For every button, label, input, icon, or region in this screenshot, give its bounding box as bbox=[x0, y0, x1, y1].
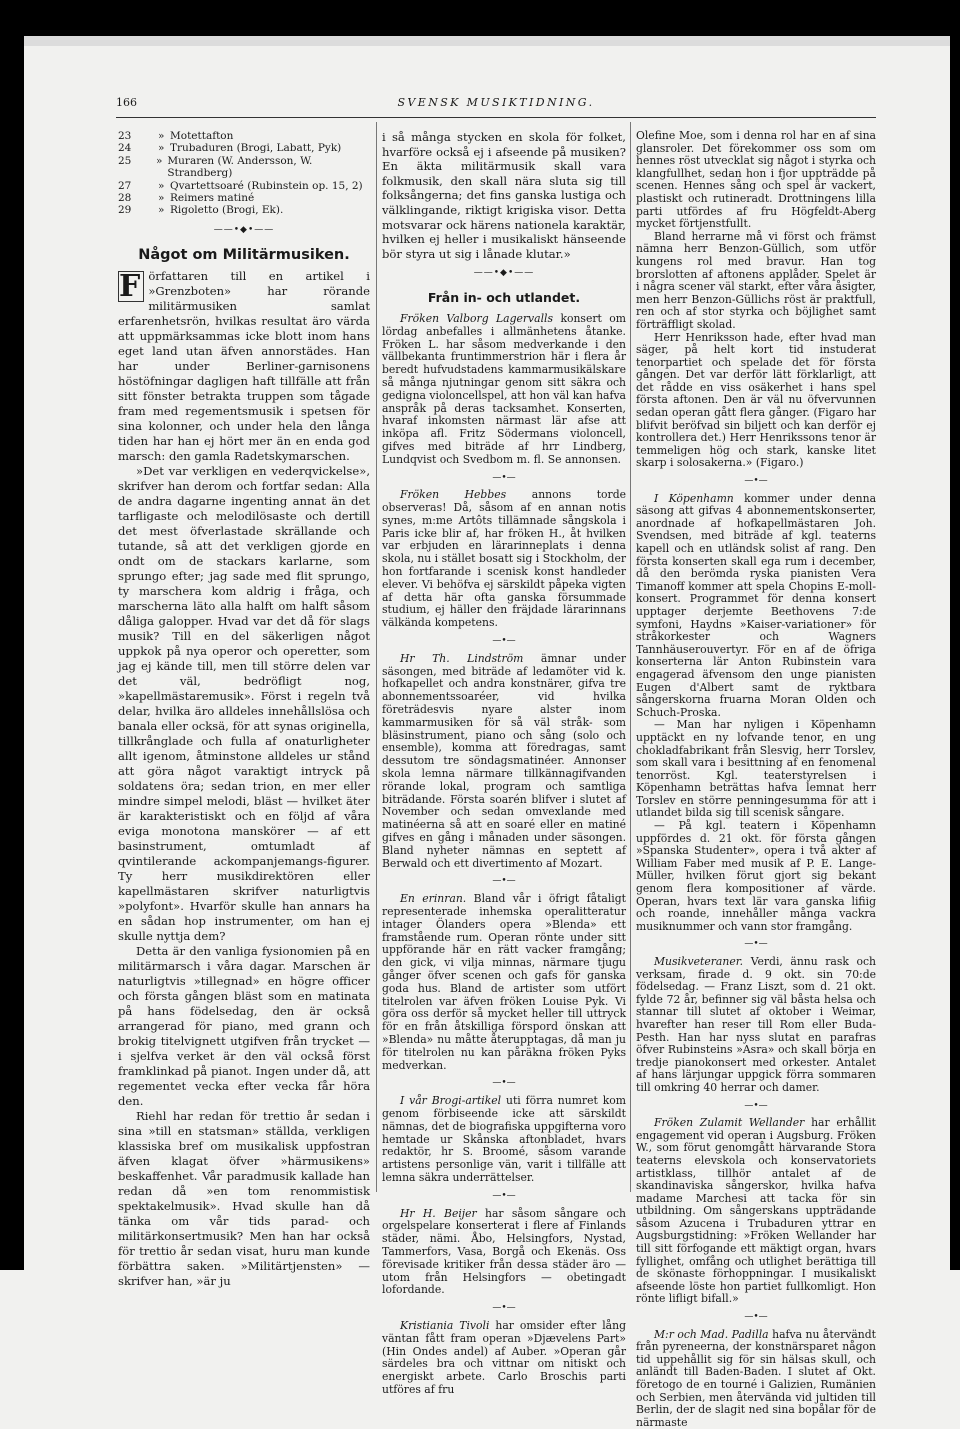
item-separator: —•— bbox=[744, 1312, 768, 1323]
news-item: En erinran. Bland vår i öfrigt fåtaligt representerade inhemska operalitteratur intager Ölanders opera »Blenda» ett framstående rum. Operan rönte under sitt uppförande här en rätt vacker framgång; den gick, vi vilja minnas, närmare tjugu gånger öfver scenen och gafs för ganska goda hus. Bland de artister som utfört titelrolen var äfven fröken Louise Pyk. Vi göra oss derför så mycket heller till uttryck för en från åtskilliga förspord önskan att »Blenda» nu måtte återupptagas, då man ju för titelrolen nu kan påräkna fröken Pyks medverkan. bbox=[382, 892, 626, 1072]
news-item: — Man har nyligen i Köpenhamn upptäckt en ny lofvande tenor, en ung chokladfabrikant från Slesvig, herr Torslev, som skall vara i besittning af en fenomenal tenorröst. Kgl. teaterstyrelsen i Köpenhamn beträttas hafva lemnat herr Torslev en större penningesumma för att i utlandet bilda sig till scenisk sångare. bbox=[636, 718, 876, 820]
page-header bbox=[116, 96, 876, 116]
news-item: — På kgl. teatern i Köpenhamn uppfördes d. 21 okt. för första gången »Spanska Studenter», opera i två akter af William Faber med musik af P. E. Lange-Müller, hvilken förut gjort sig bekant genom flera kompositioner af värde. Operan, hvars text lär vara ganska lifiig och roande, innehåller många vackra musiknummer och vann stor framgång. bbox=[636, 819, 876, 933]
header-rule bbox=[116, 117, 876, 118]
section-title: Från in- och utlandet. bbox=[427, 290, 581, 306]
list-item: 24 » Trubaduren (Brogi, Labatt, Pyk) bbox=[118, 142, 342, 155]
scan-border-left bbox=[0, 0, 24, 1270]
list-item: 28 » Reimers matiné bbox=[118, 192, 255, 205]
item-separator: —•— bbox=[492, 1303, 516, 1314]
column-rule-2 bbox=[630, 122, 631, 1192]
news-item: M:r och Mad. Padilla hafva nu återvändt från pyreneerna, der konstnärsparet någon tid uppehållit sig för sin hälsas skull, och anländt till Baden-Baden. I slutet af Okt. företogo de en tourné i Galizien, Rumänien och Serbien, men återvända vid jultiden till Berlin, der de slagit ned sina bopålar för de närmaste bbox=[636, 1327, 876, 1429]
article-paragraph: Herr Henriksson hade, efter hvad man säger, på helt kort tid instuderat tenorpartiet och spelade det för första gången. Det var derför lätt förklarligt, att det rådde en viss osäkerhet i hans spel första aftonen. Den är väl nu öfvervunnen sedan operan gått flera gånger. (Figaro har blifvit beröfvad sin biljett och kan derför ej kontrollera det.) Herr Henrikssons tenor är temmeligen hög och stark, kanske litet skarp i solosakerna.» (Figaro.) bbox=[636, 330, 876, 470]
running-title: SVENSK MUSIKTIDNING. bbox=[397, 96, 595, 109]
page-number: 166 bbox=[116, 96, 137, 109]
item-separator: —•— bbox=[492, 876, 516, 887]
page-edge bbox=[24, 36, 950, 46]
column-2 bbox=[382, 130, 626, 1397]
news-item: Fröken Zulamit Wellander har erhållit engagement vid operan i Augsburg. Fröken W., som förut genomgått härvarande Stora teaterns elevskola och konservatoriets artistklass, tillhör antalet af de skandinaviska sångerskor, hvilka hafva madame Marchesi att tacka för sin utbildning. Om sångerskans uppträdande såsom Azucena i Trubaduren yttrar en Augsburgstidning: »Fröken Wellander har till sitt förfogande ett mäktigt organ, hvars fyllighet, omfång och utlighet berättiga till de skönaste förhoppningar. I musikaliskt afseende löste hon partiet fullkomligt. Hon rönte lifligt bifall.» bbox=[636, 1116, 877, 1306]
news-item: I Köpenhamn kommer under denna säsong att gifvas 4 abonnementskonserter, anordnade af hofkapellmästaren Joh. Svendsen, med biträde af kgl. teaterns kapell och en utländsk solist af rang. Den första konserten skall ega rum i december, då den berömda ryska pianisten Vera Timanoff kommer att spela Chopins E-moll-konsert. Programmet för denna konsert upptager derjemte Beethovens 7:de symfoni, Haydns »Kaiser-variationer» för stråkorkester och Wagners Tannhäuserouvertyr. För en af de öfriga konserterna lär Anton Rubinstein vara engagerad äfvensom den unge pianisten Eugen d'Albert samt de ryktbara sångerskorna fruarna Moran Olden och Schuch-Proska. bbox=[636, 491, 877, 719]
scan-border-top bbox=[0, 0, 960, 36]
column-rule-1 bbox=[376, 122, 377, 1192]
news-item: Hr H. Beijer har såsom sångare och orgelspelare konserterat i flere af Finlands städer, nämi. Åbo, Helsingfors, Nystad, Tammerfors, Vasa, Borgå och Ekenäs. Oss förevisade kritiker från dessa städer äro — utom från Helsingfors — obetingadt lofordande. bbox=[382, 1206, 626, 1297]
article-paragraph: Detta är den vanliga fysionomien på en militärmarsch i våra dagar. Marschen är naturligtvis »tillegnad» en högre officer och första gången bläst som en matinata på hans födelsedag, den är också arrangerad för piano, med grann och brokig titelvignett utgifven från trycket — i sjelfva verket är den väl också först framklinkad på pianot. Ingen under då, att regementet vecka efter vecka får höra den. bbox=[118, 943, 370, 1108]
news-item: I vår Brogi-artikel uti förra numret kom genom förbiseende icke att särskildt nämnas, det de biografiska uppgifterna voro hemtade ur Skånska aftonbladet, hvars redaktör, hr S. Broomé, såsom varande artistens personlige vän, varit i tillfälle att lemna säkra underrättelser. bbox=[382, 1094, 626, 1184]
item-separator: —•— bbox=[492, 472, 516, 483]
ornament-divider: ——•◆•—— bbox=[473, 268, 535, 279]
list-item: 27 » Qvartettsoaré (Rubinstein op. 15, 2) bbox=[118, 179, 363, 192]
scan-border-right bbox=[950, 0, 960, 1270]
article-title: Något om Militärmusiken. bbox=[138, 246, 350, 263]
item-separator: —•— bbox=[744, 476, 768, 487]
item-separator: —•— bbox=[492, 636, 516, 647]
item-separator: —•— bbox=[744, 1100, 768, 1111]
drop-cap: F bbox=[118, 271, 144, 302]
column-1 bbox=[118, 130, 370, 1289]
news-item: Kristiania Tivoli har omsider efter lång väntan fått fram operan »Djævelens Part» (Hin Ondes andel) af Auber. »Operan går särdeles bra och vittnar om nitiskt och energiskt arbete. Carlo Broschis parti utföres af fru bbox=[382, 1318, 626, 1396]
list-item: 25 » Muraren (W. Andersson, W. Strandberg) bbox=[118, 154, 313, 180]
article-paragraph: Bland herrarne må vi först och främst nämna herr Benzon-Güllich, som utför kungens rol med bravur. Han tog brorslotten af aftonens applåder. Spelet är i några scener väl starkt, efter våra åsigter, men herr Benzon-Güllichs röst är praktfull, ren och af stor styrka och böjlighet samt förträffligt skolad. bbox=[636, 229, 876, 331]
concert-list bbox=[118, 130, 370, 217]
ornament-divider: ——•◆•—— bbox=[213, 224, 275, 235]
article-paragraph: Olefine Moe, som i denna rol har en af sina glansroler. Det förekommer oss som om hennes röst utvecklat sig något i styrka och klangfullhet, sedan hon i fjor uppträdde på scenen. Hennes sång och spel är vackert, plastiskt och rutineradt. Drottningens lilla parti utfördes af fru Högfeldt-Aberg mycket förtjenstfullt. bbox=[636, 129, 876, 231]
news-item: Fröken Hebbes annons torde observeras! Då, såsom af en annan notis synes, m:me Artôts tillämnade sångskola i Paris icke blir af, har fröken H., åt hvilken var erbjuden en lärarinneplats i denna skola, nu i stället bosatt sig i Stockholm, der hon fortfarande i scenisk konst handleder elever. Vi behöfva ej särskildt påpeka vigten af detta här ofta ganska försummade studium, ej häller den fräjdade lärarinnans välkända kompetens. bbox=[382, 488, 627, 630]
article-paragraph: »Det var verkligen en vederqvickelse», skrifver han derom och fortfar sedan: Alla de andra dagarne ingenting annat än det tarfligaste och melodilösaste och dertill det mest öfverlastade skrällande och tutande, så att det verkligen gjorde en ondt om de stackars karlarne, som sprungo efter; jag sade med flit sprungo, ty marschera kom aldrig i fråga, och marscherna läto alla halft om halft såsom dåliga galopper. Hvad var det då för slags musik? Till en del säkerligen något uppkok på nya operor och operetter, som jag ej kände till, men till större delen var det väl, bedröfligt nog, »kapellmästaremusik». Först i regeln två delar, hvilka äro alldeles innehållslösa och banala eller ocksä, för att synas originella, tillkrånglade och fulla af onaturligheter allt igenom, åtminstone alldeles ur stånd att göra något varaktigt intryck på soldatens öra; sedan trion, en mer eller mindre simpel melodi, bläst — hvilket äter är karakteristiskt och en följd af våra eviga monotona manskörer — af ett basinstrument, omtumladt af qvintilerande ackompanjemangs-figurer. Ty herr musikdirektören eller kapellmästaren skrifver naturligtvis »polyfont». Hvarför skulle han annars ha en sådan hop instrumenter, om han ej skulle nyttja dem? bbox=[118, 463, 370, 943]
article-paragraph: Riehl har redan för trettio år sedan i sina »till en statsman» ställda, verkligen klassiska bref om musikalisk uppfostran äfven klagat öfver »härmusikens» beskaffenhet. Vår paradmusik kallade han redan då »en tom renommistisk spektakelmusik». Hvad skulle han då tänka om vår tids parad- och militärkonsertmusik? Men han har också för trettio år sedan visat, huru man kunde förbättra saken. »Militärtjensten» — skrifver han, »är ju bbox=[118, 1108, 370, 1288]
item-separator: —•— bbox=[744, 939, 768, 950]
item-separator: —•— bbox=[492, 1190, 516, 1201]
news-item: Fröken Valborg Lagervalls konsert om lördag anbefalles i allmänhetens åtanke. Fröken L. har såsom medverkande i den vällbekanta fruntimmerstrion här i flera år beredt hufvudstadens kammarmusikälskare så många njutningar genom sitt säkra och gedigna violoncellspel, att hon väl kan hafva anspråk på deras tacksamhet. Konserten, hvaraf inkomsten närmast lär afse att inköpa afl. Fritz Södermans violoncell, gifves med biträde af hrr Lindberg, Lundqvist och Svedbom m. fl. Se annonsen. bbox=[382, 311, 626, 466]
list-item: 29 » Rigoletto (Brogi, Ek). bbox=[118, 204, 284, 217]
column-3 bbox=[636, 130, 876, 1429]
item-separator: —•— bbox=[492, 1078, 516, 1089]
article-paragraph: i så många stycken en skola för folket, hvarföre också ej i afseende på musiken? En äkta militärmusik skall vara folkmusik, den skall nära sluta sig till folksångerna; det fins ganska lustiga och välklingande, riktigt krigiska visor. Detta motsvarar ock härens nationela karaktär, hvilken ej heller i musikaliskt hänseende bör styra ut sig i lånade klutar.» bbox=[382, 130, 626, 261]
news-item: Hr Th. Lindström ämnar under säsongen, med biträde af ledamöter vid k. hofkapellet och andra konstnärer, gifva tre abonnementssoaréer, vid hvilka företrädesvis nyare alster inom kammarmusiken för så väl stråk- som bläsinstrument, piano och sång (solo och ensemble), komma att föredragas, samt dessutom tre söndagsmatinéer. Annonser skola lemna närmare tillkännagifvanden rörande lokal, program och samtliga biträdande. Första soarén blifver i slutet af November och sedan omvexlande med matinéerna så att en soaré eller en matiné gifves en gång i månaden under säsongen. Bland nyheter nämnas en septett af Berwald och ett divertimento af Mozart. bbox=[382, 651, 627, 870]
article-paragraph: F örfattaren till en artikel i »Grenzboten» har rörande militärmusiken samlat erfarenhetsrön, hvilkas resultat äro värda att uppmärksammas icke blott inom hans eget land utan äfven annorstädes. Han har under Berliner-garnisonens höstöfningar dagligen haft tillfälle att från sitt fönster betrakta truppen som tågade fram med regementsmusik i spetsen för sina kolonner, och under hela den långa tiden har han ej hört mer än en enda god marsch: den gamla Radetskymarschen. bbox=[118, 268, 370, 463]
news-item: Musikveteraner. Verdi, ännu rask och verksam, firade d. 9 okt. sin 70:de födelsedag. — Franz Liszt, som d. 21 okt. fylde 72 år, befinner sig väl båsta helsa och stannar till slutet af oktober i Weimar, hvarefter han reser till Rom eller Buda-Pesth. Han har nyss slutat en parafras öfver Rubinsteins »Asra» och skall börja en tredje pianokonsert med orkester. Antalet af hans lärjungar uppgick förra sommaren till omkring 40 herrar och damer. bbox=[636, 955, 876, 1094]
list-item: 23 » Motettafton bbox=[118, 130, 234, 142]
